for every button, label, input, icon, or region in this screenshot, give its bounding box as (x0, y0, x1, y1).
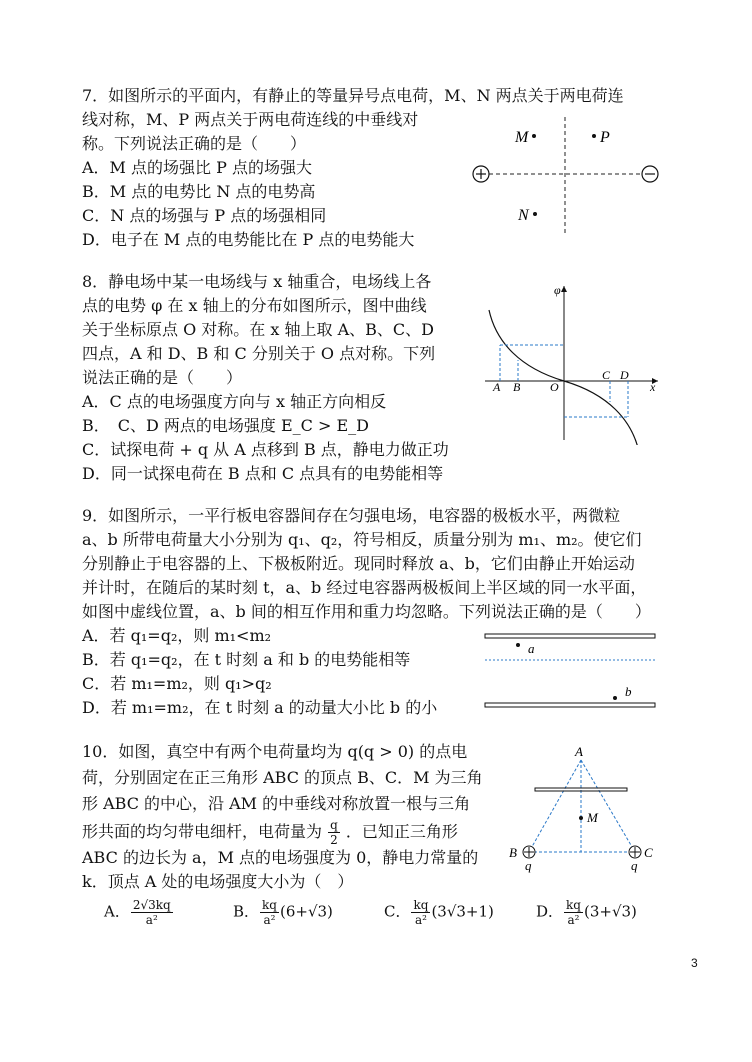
q9-particle-a (516, 643, 520, 647)
q10-line-5: ABC 的边长为 a，M 点的电场强度为 0，静电力常量的 (82, 848, 479, 867)
q7-option-b: B．M 点的电势比 N 点的电势高 (82, 182, 316, 201)
q10-line-1: 10．如图，真空中有两个电荷量均为 q(q > 0) 的点电 (82, 742, 468, 761)
q10-line-2: 荷，分别固定在正三角形 ABC 的顶点 B、C．M 为三角 (82, 768, 483, 787)
q10-charge-fraction-num: q (330, 818, 338, 832)
q8-label-phi: φ (554, 283, 561, 297)
q9-option-b: B．若 q₁=q₂，在 t 时刻 a 和 b 的电势能相等 (82, 650, 411, 669)
q10-side-ab (529, 760, 581, 852)
q10-charged-rod (535, 788, 627, 791)
q7-line-1: 7．如图所示的平面内，有静止的等量异号点电荷，M、N 两点关于两电荷连 (82, 86, 624, 105)
q10-line-6: k．顶点 A 处的电场强度大小为（ ） (82, 872, 354, 891)
q9-line-2: a、b 所带电荷量大小分别为 q₁、q₂，符号相反，质量分别为 m₁、m₂。使它们 (82, 530, 642, 549)
q10-label-qb: q (525, 858, 532, 873)
q10-option-d: D． $\frac{kq}{\text{a²}}$ (3+√3) (536, 898, 637, 927)
q10-charge-fraction-den: 2 (330, 833, 338, 847)
q10-label-m: M (587, 810, 598, 825)
q8-line-4: 四点，A 和 D、B 和 C 分别关于 O 点对称。下列 (82, 344, 436, 363)
q8-line-2: 点的电势 φ 在 x 轴上的分布如图所示，图中曲线 (82, 296, 427, 315)
q10-label-c: C (644, 845, 653, 860)
q9-line-1: 9．如图所示，一平行板电容器间存在匀强电场，电容器的极板水平，两微粒 (82, 506, 621, 525)
q9-option-c: C．若 m₁=m₂，则 q₁>q₂ (82, 674, 272, 693)
q8-label-c: C (602, 368, 611, 382)
q10-option-c: C． $\frac{kq}{\text{a²}}$ (3√3+1) (384, 898, 494, 927)
q8-option-a: A．C 点的电场强度方向与 x 轴正方向相反 (82, 392, 387, 411)
q10-label-qc: q (631, 858, 638, 873)
q8-option-d: D．同一试探电荷在 B 点和 C 点具有的电势能相等 (82, 464, 444, 483)
q7-option-d: D．电子在 M 点的电势能比在 P 点的电势能大 (82, 230, 415, 249)
q10-option-b: B． $\frac{kq}{\text{a²}}$ (6+√3) (233, 898, 333, 927)
q9-option-a: A．若 q₁=q₂，则 m₁<m₂ (82, 626, 272, 645)
q7-line-2: 线对称，M、P 两点关于两电荷连线的中垂线对 (82, 110, 419, 129)
q8-label-x: x (650, 380, 656, 394)
q8-label-d: D (620, 368, 629, 382)
q9-option-d: D．若 m₁=m₂，在 t 时刻 a 的动量大小比 b 的小 (82, 698, 438, 717)
q9-line-3: 分别静止于电容器的上、下极板附近。现同时释放 a、b，它们由静止开始运动 (82, 554, 635, 573)
q10-line-4-tail: ．已知正三角形 (345, 822, 458, 841)
q10-option-a: A． $\frac{2√3kq}{\text{a²}}$ (104, 898, 171, 927)
q8-line-5: 说法正确的是（ ） (82, 368, 243, 387)
q10-figure (505, 740, 665, 875)
page-number: 3 (691, 956, 698, 970)
q8-label-a: A (493, 380, 501, 394)
q9-lower-plate (485, 703, 655, 707)
q7-figure (465, 115, 675, 235)
q7-line-3: 称。下列说法正确的是（ ） (82, 134, 307, 153)
q7-label-n: N (518, 207, 529, 224)
q7-option-a: A．M 点的场强比 P 点的场强大 (82, 158, 312, 177)
q10-center-m (579, 816, 583, 820)
q9-label-b: b (625, 684, 632, 699)
q8-label-b: B (513, 380, 521, 394)
q9-upper-plate (485, 634, 655, 638)
q9-line-4: 并计时，在随后的某时刻 t，a、b 经过电容器两极板间上半区域的同一水平面， (82, 578, 647, 597)
q9-figure (480, 628, 665, 716)
q10-charge-fraction (328, 818, 340, 847)
q8-line-1: 8．静电场中某一电场线与 x 轴重合，电场线上各 (82, 272, 432, 291)
q9-particle-b (613, 696, 617, 700)
q8-line-3: 关于坐标原点 O 对称。在 x 轴上取 A、B、C、D (82, 320, 434, 339)
q7-option-c: C．N 点的场强与 P 点的场强相同 (82, 206, 327, 225)
q8-option-c: C．试探电荷 + q 从 A 点移到 B 点，静电力做正功 (82, 440, 449, 459)
q7-label-p: P (600, 129, 610, 146)
q10-label-b: B (509, 845, 517, 860)
q9-line-5: 如图中虚线位置，a、b 间的相互作用和重力均忽略。下列说法正确的是（ ） (82, 602, 651, 621)
q10-line-4 (82, 818, 458, 847)
q8-figure (480, 280, 670, 445)
q8-option-b: B． C、D 两点的电场强度 E_C > E_D (82, 416, 370, 435)
q8-label-o: O (550, 380, 559, 394)
q9-label-a: a (528, 641, 535, 656)
q10-label-a: A (575, 744, 583, 759)
q10-line-3: 形 ABC 的中心，沿 AM 的中垂线对称放置一根与三角 (82, 794, 471, 813)
q10-side-ac (581, 760, 635, 852)
q7-label-m: M (515, 129, 529, 146)
q10-line-4-text: 形共面的均匀带电细杆，电荷量为 (82, 822, 323, 841)
